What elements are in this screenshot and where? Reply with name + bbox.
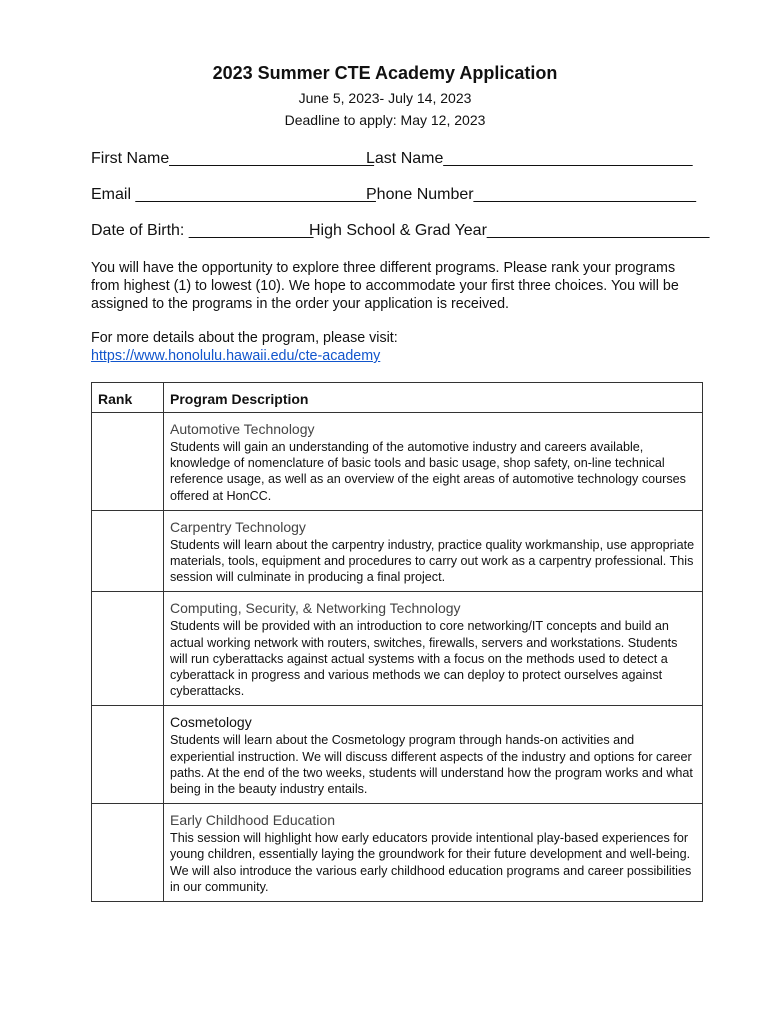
date-of-birth-field[interactable]: Date of Birth: ______________ (91, 222, 314, 239)
phone-number-field[interactable]: Phone Number_________________________ (366, 186, 697, 203)
program-website-link[interactable]: https://www.honolulu.hawaii.edu/cte-academy (91, 348, 381, 364)
rank-input-cosmetology[interactable] (92, 706, 164, 804)
first-name-field[interactable]: First Name_______________________ (91, 150, 374, 167)
rank-column-header: Rank (92, 383, 164, 413)
program-description: Students will learn about the Cosmetology program through hands-on activities and experiential instruction. We will discuss different aspects of the industry and options for career paths. At the end of the two weeks, students will understand how the program works and what being in the beauty industry entails. (170, 733, 693, 797)
last-name-field[interactable]: Last Name____________________________ (366, 150, 693, 167)
rank-input-automotive[interactable] (92, 413, 164, 511)
program-description: Students will be provided with an introduction to core networking/IT concepts and build an actual working network with routers, switches, firewalls, servers and workstations. Students will run cyberattacks against actual systems with a focus on the methods used to detect a cyberattack in progress and various methods we can deploy to protect ourselves against cyberattacks. (170, 619, 678, 699)
table-row (92, 804, 703, 902)
program-description-cell (164, 592, 703, 706)
application-deadline: Deadline to apply: May 12, 2023 (284, 112, 486, 128)
high-school-grad-year-field[interactable]: High School & Grad Year_________________________ (309, 222, 710, 239)
program-ranking-table (91, 382, 703, 902)
email-field[interactable]: Email ___________________________ (91, 186, 376, 203)
program-description-cell (164, 510, 703, 592)
table-row (92, 706, 703, 804)
program-description-cell (164, 804, 703, 902)
rank-input-early-childhood[interactable] (92, 804, 164, 902)
table-row (92, 592, 703, 706)
description-column-header: Program Description (164, 383, 703, 413)
table-row (92, 510, 703, 592)
table-row (92, 413, 703, 511)
program-description-cell (164, 413, 703, 511)
program-name: Cosmetology (170, 714, 252, 731)
program-description: Students will learn about the carpentry industry, practice quality workmanship, use appropriate materials, tools, equipment and procedures to carry out work as a carpentry professional. This session will culminate in producing a final project. (170, 537, 695, 585)
program-name: Computing, Security, & Networking Technology (170, 600, 461, 617)
program-description-cell (164, 706, 703, 804)
more-details-text: For more details about the program, please visit: (91, 330, 398, 346)
program-description: This session will highlight how early educators provide intentional play-based experiences for young children, essentially laying the groundwork for their future development and well-being. We will also introduce the various early childhood education programs and career possibilities in our community. (170, 831, 692, 894)
more-details (91, 329, 691, 365)
program-name: Automotive Technology (170, 421, 315, 437)
rank-input-carpentry[interactable] (92, 510, 164, 592)
program-name: Carpentry Technology (170, 518, 306, 535)
program-description: Students will gain an understanding of the automotive industry and careers available, knowledge of nomenclature of basic tools and basic usage, shop safety, on-line technical reference usage, as well as an overview of the eight areas of automotive technology courses offered at HonCC. (170, 440, 686, 503)
program-name: Early Childhood Education (170, 812, 335, 829)
page-title: 2023 Summer CTE Academy Application (212, 63, 558, 83)
program-dates: June 5, 2023- July 14, 2023 (298, 90, 472, 106)
ranking-instructions: You will have the opportunity to explore three different programs. Please rank your programs from highest (1) to lowest (10). We hope to accommodate your first three choices. You will be assigned to the programs in the order your application is received. (91, 260, 679, 312)
table-header-row (92, 383, 703, 413)
rank-input-computing[interactable] (92, 592, 164, 706)
